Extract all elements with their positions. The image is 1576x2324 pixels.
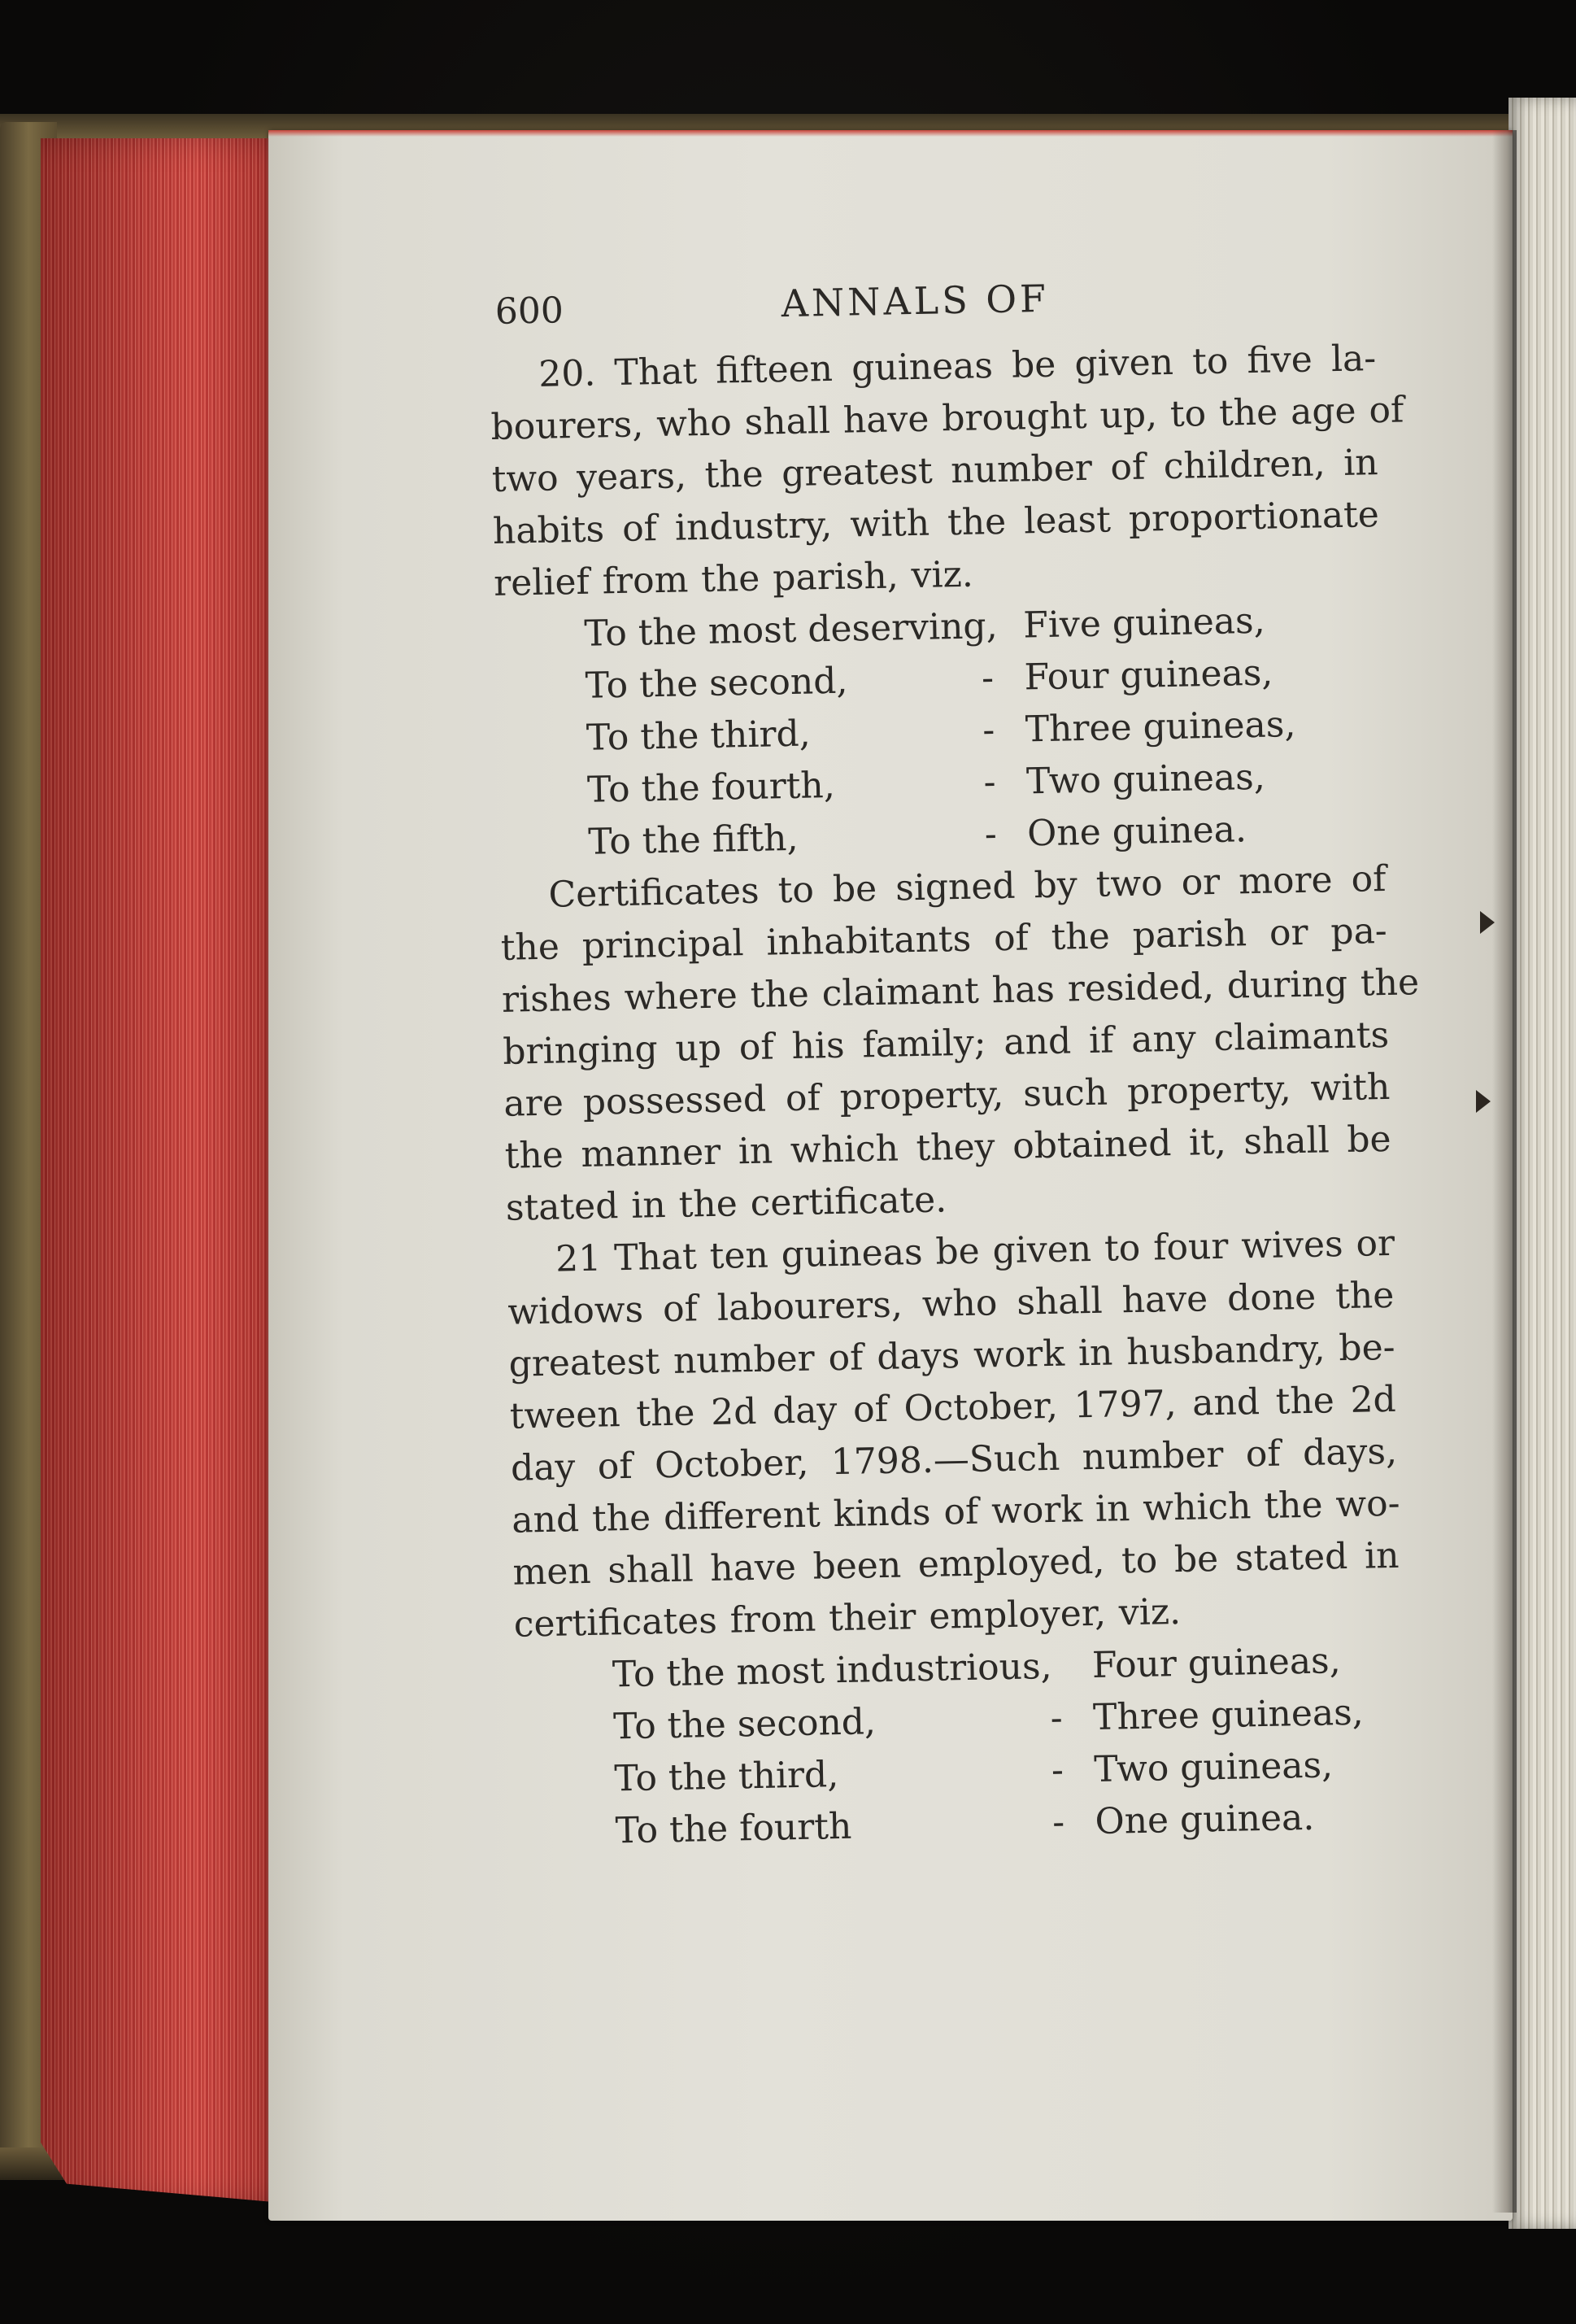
award-dash: - — [983, 761, 996, 804]
award-place: To the second, — [585, 660, 848, 707]
text-line: day of October, 1798.—Such number of days, — [510, 1430, 1398, 1489]
award-place: To the most industrious, — [612, 1646, 1053, 1696]
text-line: habits of industry, with the least proportionate — [492, 494, 1380, 552]
award-prize: Two guineas, — [1025, 756, 1266, 803]
text-line: are possessed of property, such property, with — [503, 1066, 1391, 1125]
award-dash: - — [984, 813, 998, 856]
text-line: rishes where the claimant has resided, during the — [501, 961, 1420, 1021]
award-list-section-21 — [514, 1634, 1404, 1860]
award-prize: Four guineas, — [1024, 652, 1273, 699]
gutter-shadow — [1492, 130, 1517, 2213]
award-place: To the fifth, — [587, 817, 799, 863]
award-place: To the second, — [612, 1701, 877, 1748]
award-place: To the most deserving, — [583, 605, 999, 655]
text-line: bringing up of his family; and if any claimants — [502, 1014, 1390, 1073]
page-number: 600 — [494, 290, 564, 333]
award-prize: Three guineas, — [1092, 1691, 1365, 1739]
award-place: To the fourth — [615, 1805, 852, 1852]
text-line: greatest number of days work in husbandry, be- — [508, 1326, 1395, 1385]
award-place: To the fourth, — [586, 764, 836, 811]
text-line: the principal inhabitants of the parish or pa- — [500, 909, 1388, 969]
paragraph-section-21 — [507, 1218, 1401, 1651]
award-dash: - — [981, 657, 995, 700]
award-place: To the third, — [613, 1754, 839, 1800]
text-line: 21 That ten guineas be given to four wives or — [555, 1222, 1395, 1280]
facing-page-leaves — [1509, 98, 1576, 2229]
page-edges-shade — [41, 138, 301, 2204]
text-line: relief from the parish, viz. — [493, 553, 974, 604]
text-line: certificates from their employer, viz. — [513, 1590, 1182, 1646]
text-line: men shall have been employed, to be stated in — [512, 1534, 1400, 1594]
text-line: stated in the certificate. — [505, 1179, 947, 1229]
award-prize: Four guineas, — [1091, 1640, 1342, 1687]
award-prize: One guinea. — [1026, 809, 1247, 855]
award-dash: - — [1050, 1697, 1064, 1740]
text-line: two years, the greatest number of children, in — [491, 442, 1379, 500]
award-prize: Five guineas, — [1022, 600, 1266, 647]
text-line: Certificates to be signed by two or more of — [548, 857, 1387, 916]
running-head: ANNALS OF — [781, 276, 1050, 326]
text-line: the manner in which they obtained it, shall be — [504, 1118, 1392, 1177]
text-line: bourers, who shall have brought up, to the age of — [490, 389, 1404, 448]
award-dash: - — [982, 709, 995, 752]
page-marker-icon — [1480, 911, 1495, 934]
page-text — [488, 259, 1420, 1860]
award-list-section-20 — [494, 593, 1386, 870]
award-dash: - — [1051, 1801, 1065, 1844]
text-line: widows of labourers, who shall have done the — [507, 1274, 1395, 1333]
award-prize: Three guineas, — [1025, 704, 1296, 751]
award-dash: - — [1051, 1749, 1064, 1792]
award-place: To the third, — [586, 713, 812, 759]
award-prize: Two guineas, — [1093, 1744, 1334, 1791]
paragraph-certificates — [499, 853, 1420, 1235]
page-marker-icon — [1476, 1090, 1491, 1113]
award-prize: One guinea. — [1095, 1796, 1315, 1843]
text-line: tween the 2d day of October, 1797, and the 2d — [509, 1378, 1397, 1437]
text-line: and the different kinds of work in which the wo- — [511, 1482, 1400, 1541]
paragraph-section-20 — [490, 333, 1404, 610]
text-line: 20. That fifteen guineas be given to five la- — [538, 338, 1377, 395]
